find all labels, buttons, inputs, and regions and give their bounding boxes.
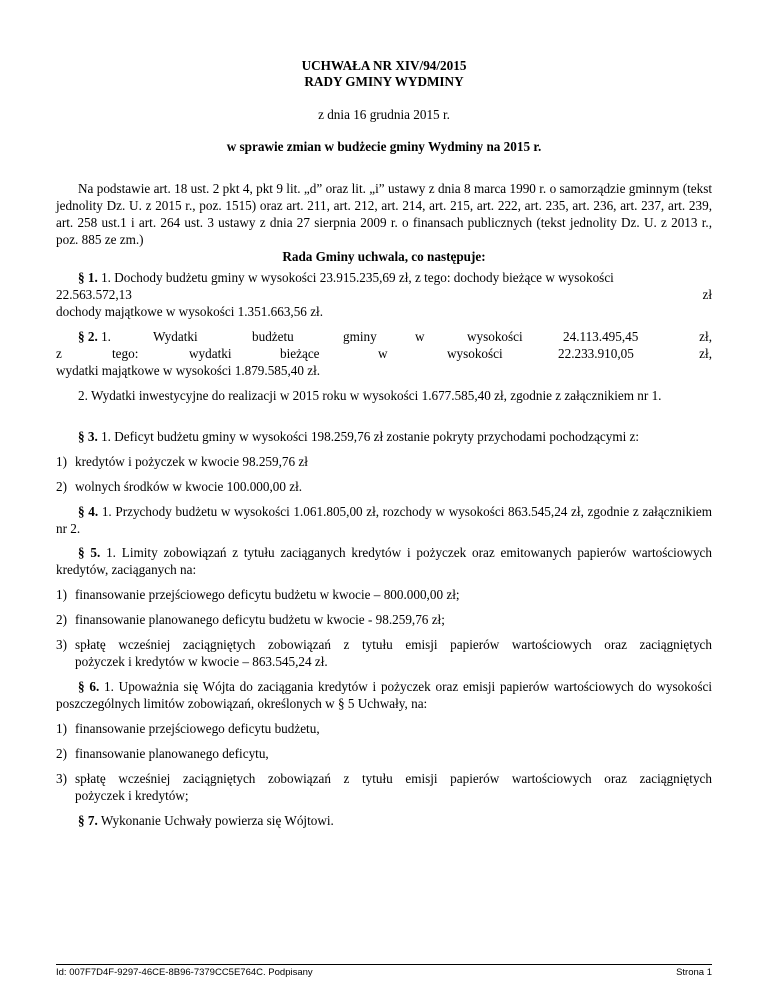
resolution-subject: w sprawie zmian w budżecie gminy Wydminy na 2015 r.	[226, 139, 542, 154]
section-4-mark: § 4.	[78, 504, 99, 519]
section-7-mark: § 7.	[78, 813, 98, 828]
council-name: RADY GMINY WYDMINY	[304, 74, 464, 89]
resolution-number: UCHWAŁA NR XIV/94/2015	[301, 58, 467, 73]
list-item: 1) finansowanie przejściowego deficytu budżetu,	[56, 721, 320, 736]
section-2-line-1: § 2. 1. Wydatki budżetu gminy w wysokości 24.113.495,45 zł,	[78, 329, 712, 344]
section-1-line-2	[56, 286, 712, 303]
list-item-continuation: pożyczek i kredytów;	[75, 788, 189, 803]
list-item-continuation: pożyczek i kredytów w kwocie – 863.545,24 zł.	[75, 654, 328, 669]
section-6	[56, 678, 712, 712]
currency-label: zł	[702, 287, 712, 302]
current-income-value: 22.563.572,13	[56, 287, 132, 302]
section-7-text: Wykonanie Uchwały powierza się Wójtowi.	[100, 813, 334, 828]
section-6-mark: § 6.	[78, 679, 100, 694]
section-2-line-3: wydatki majątkowe w wysokości 1.879.585,40 zł.	[56, 363, 321, 378]
page-number: Strona 1	[676, 967, 712, 978]
list-item: 3) spłatę wcześniej zaciągniętych zobowiązań z tytułu emisji papierów wartościowych oraz zaciągniętych	[56, 771, 712, 786]
section-5-text: 1. Limity zobowiązań z tytułu zaciąganych kredytów i pożyczek oraz emitowanych papierów wartościowych kredytów, zaciąganych na:	[56, 545, 713, 577]
section-1-text: 1. Dochody budżetu gminy w wysokości 23.915.235,69 zł, z tego: dochody bieżące w wysokości	[101, 270, 614, 285]
section-5-mark: § 5.	[78, 545, 101, 560]
section-6-text: 1. Upoważnia się Wójta do zaciągania kredytów i pożyczek oraz emisji papierów wartościowych do wysokości poszczególnych limitów zobowiązań, określonych w § 5 Uchwały, na:	[56, 679, 713, 711]
resolves-heading: Rada Gminy uchwala, co następuje:	[282, 249, 486, 264]
section-4-text: 1. Przychody budżetu w wysokości 1.061.805,00 zł, rozchody w wysokości 863.545,24 zł, zgodnie z załącznikiem nr 2.	[56, 504, 713, 536]
section-3-mark: § 3.	[78, 429, 98, 444]
section-1-line-1	[56, 269, 712, 286]
resolution-date: z dnia 16 grudnia 2015 r.	[318, 107, 450, 122]
section-2-line-2: z tego: wydatki bieżące w wysokości 22.233.910,05 zł,	[56, 346, 712, 361]
preamble: Na podstawie art. 18 ust. 2 pkt 4, pkt 9 lit. „d” oraz lit. „i” ustawy z dnia 8 marca 1990 r. o samorządzie gminnym (tekst jednolity Dz. U. z 2015 r., poz. 1515) oraz art. 211, art. 212, art. 214, art. 215, art. 222, art. 235, art. 236, art. 237, art. 239, art. 258 ust.1 i art. 264 ust. 3 ustawy z dnia 27 sierpnia 2009 r. o finansach publicznych (tekst jednolity Dz. U. z 2013 r., poz. 885 ze zm.)	[56, 181, 712, 247]
section-2-mark: § 2.	[78, 329, 98, 344]
section-2-paragraph-2: 2. Wydatki inwestycyjne do realizacji w 2015 roku w wysokości 1.677.585,40 zł, zgodnie z załącznikiem nr 1.	[78, 388, 662, 403]
footer-divider	[56, 964, 712, 965]
list-item: 1) kredytów i pożyczek w kwocie 98.259,76 zł	[56, 454, 308, 469]
section-5	[56, 544, 712, 578]
document-id: Id: 007F7D4F-9297-46CE-8B96-7379CC5E764C. Podpisany	[56, 967, 313, 978]
section-7	[56, 812, 712, 829]
section-1-mark: § 1.	[78, 270, 98, 285]
list-item: 2) finansowanie planowanego deficytu,	[56, 746, 269, 761]
section-3-text: 1. Deficyt budżetu gminy w wysokości 198.259,76 zł zostanie pokryty przychodami pochodzącymi z:	[101, 429, 640, 444]
list-item: 2) finansowanie planowanego deficytu budżetu w kwocie - 98.259,76 zł;	[56, 612, 445, 627]
section-1-line-3: dochody majątkowe w wysokości 1.351.663,56 zł.	[56, 304, 324, 319]
list-item: 3) spłatę wcześniej zaciągniętych zobowiązań z tytułu emisji papierów wartościowych oraz zaciągniętych	[56, 637, 712, 652]
section-4	[56, 503, 712, 537]
section-3	[56, 428, 712, 445]
list-item: 2) wolnych środków w kwocie 100.000,00 zł.	[56, 479, 303, 494]
list-item: 1) finansowanie przejściowego deficytu budżetu w kwocie – 800.000,00 zł;	[56, 587, 460, 602]
